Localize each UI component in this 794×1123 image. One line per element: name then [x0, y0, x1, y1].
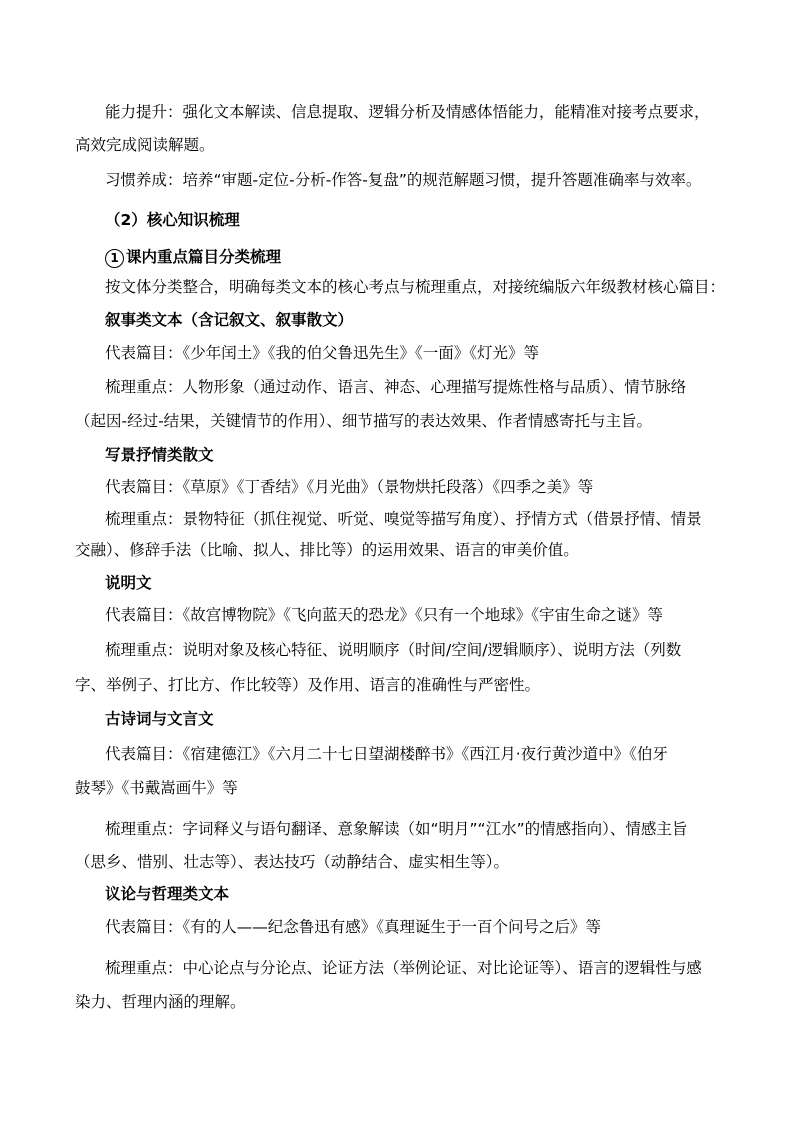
category-title-argumentative: 议论与哲理类文本: [105, 885, 230, 903]
category-focus-classical-line-1: 梳理重点：字词释义与语句翻译、意象解读（如“明月”“江水”的情感指向）、情感主旨: [105, 820, 688, 838]
category-focus-argumentative-line-2: 染力、哲理内涵的理解。: [75, 993, 246, 1011]
category-title-narrative: 叙事类文本（含记叙文、叙事散文）: [105, 311, 354, 329]
category-title-expository: 说明文: [105, 574, 152, 592]
category-works-argumentative: 代表篇目：《有的人——纪念鲁迅有感》《真理诞生于一百个问号之后》等: [105, 918, 602, 936]
category-focus-argumentative-line-1: 梳理重点：中心论点与分论点、论证方法（举例论证、对比论证等）、语言的逻辑性与感: [105, 959, 702, 977]
circled-number: 1: [105, 249, 124, 268]
section-heading: （2）核心知识梳理: [105, 211, 240, 229]
category-focus-narrative-line-2: （起因-经过-结果，关键情节的作用）、细节描写的表达效果、作者情感寄托与主旨。: [75, 412, 652, 430]
ability-paragraph-line-2: 高效完成阅读解题。: [75, 136, 215, 154]
category-title-classical: 古诗词与文言文: [105, 710, 214, 728]
category-focus-expository-line-2: 字、举例子、打比方、作比较等）及作用、语言的准确性与严密性。: [75, 676, 541, 694]
category-title-lyrical-prose: 写景抒情类散文: [105, 446, 214, 464]
category-focus-lyrical-prose-line-2: 交融）、修辞手法（比喻、拟人、排比等）的运用效果、语言的审美价值。: [75, 541, 579, 559]
habit-paragraph: 习惯养成：培养“审题-定位-分析-作答-复盘”的规范解题习惯，提升答题准确率与效率。: [105, 171, 702, 189]
category-works-narrative: 代表篇目：《少年闰土》《我的伯父鲁迅先生》《一面》《灯光》等: [105, 344, 540, 362]
category-focus-expository-line-1: 梳理重点：说明对象及核心特征、说明顺序（时间/空间/逻辑顺序）、说明方法（列数: [105, 641, 682, 659]
category-focus-lyrical-prose-line-1: 梳理重点：景物特征（抓住视觉、听觉、嗅觉等描写角度）、抒情方式（借景抒情、情景: [105, 510, 702, 528]
subsection-heading: [105, 240, 281, 274]
category-works-classical-line-1: 代表篇目：《宿建德江》《六月二十七日望湖楼醉书》《西江月·夜行黄沙道中》《伯牙: [105, 745, 668, 763]
category-works-classical-line-2: 鼓琴》《书戴嵩画牛》等: [75, 779, 238, 797]
category-focus-classical-line-2: （思乡、惜别、壮志等）、表达技巧（动静结合、虚实相生等）。: [75, 853, 510, 871]
ability-paragraph-line-1: 能力提升：强化文本解读、信息提取、逻辑分析及情感体悟能力，能精准对接考点要求，: [105, 103, 710, 121]
category-works-lyrical-prose: 代表篇目：《草原》《丁香结》《月光曲》（景物烘托段落）《四季之美》等: [105, 478, 594, 496]
subsection-heading-text: 课内重点篇目分类梳理: [126, 248, 282, 266]
category-focus-narrative-line-1: 梳理重点：人物形象（通过动作、语言、神态、心理描写提炼性格与品质）、情节脉络: [105, 378, 687, 396]
intro-paragraph: 按文体分类整合，明确每类文本的核心考点与梳理重点，对接统编版六年级教材核心篇目：: [105, 278, 726, 296]
category-works-expository: 代表篇目：《故宫博物院》《飞向蓝天的恐龙》《只有一个地球》《宇宙生命之谜》等: [105, 606, 664, 624]
